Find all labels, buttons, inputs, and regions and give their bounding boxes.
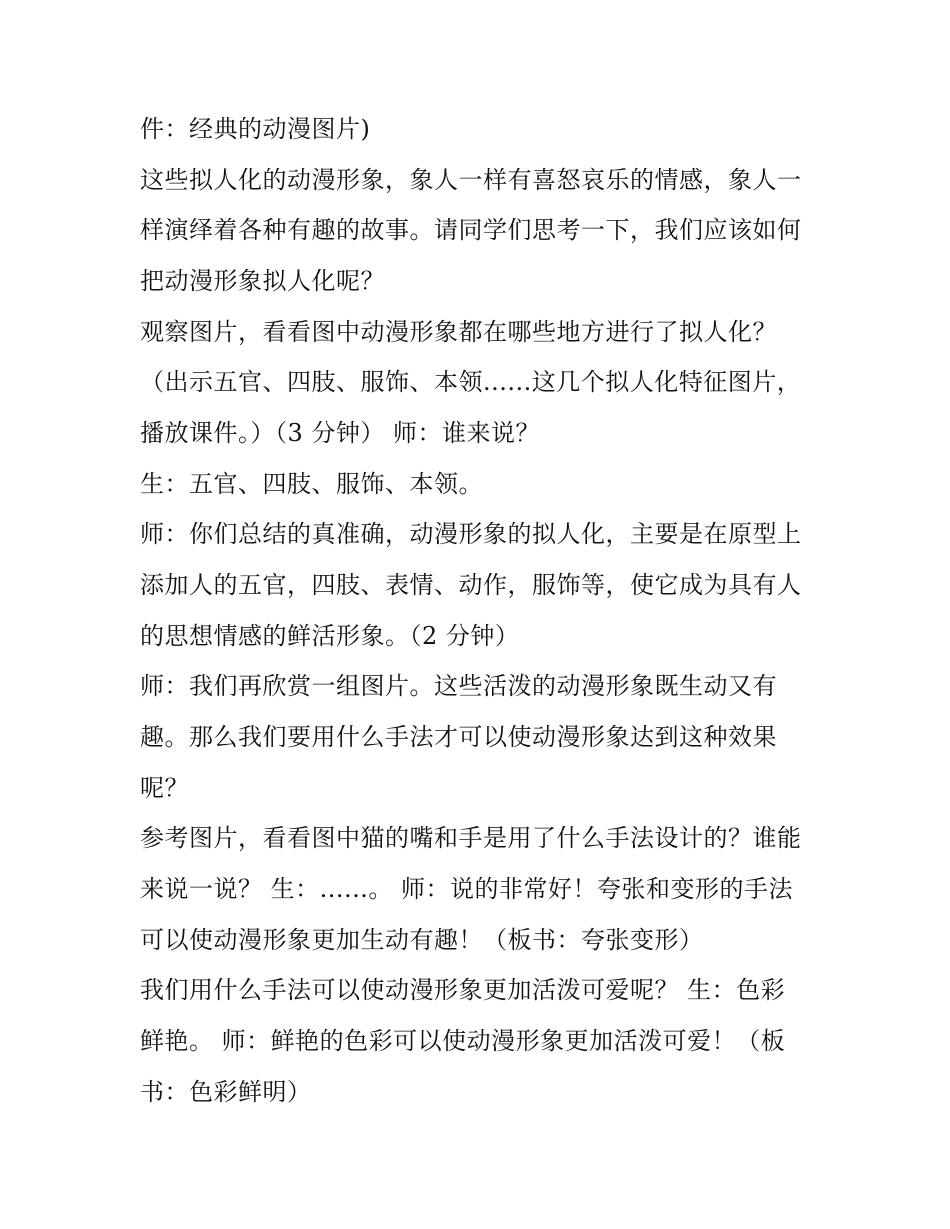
text-line: 书：色彩鲜明） — [140, 1078, 312, 1106]
text-line: 件：经典的动漫图片) — [140, 115, 371, 143]
text-line: 鲜艳。 师：鲜艳的色彩可以使动漫形象更加活泼可爱！（板 — [140, 1027, 786, 1055]
text-line: 趣。那么我们要用什么手法才可以使动漫形象达到这种效果 — [140, 723, 777, 751]
text-line: 呢？ — [140, 774, 189, 802]
text-line: 这些拟人化的动漫形象，象人一样有喜怒哀乐的情感，象人一 — [140, 166, 802, 194]
text-line: 添加人的五官，四肢、表情、动作，服饰等，使它成为具有人 — [140, 571, 802, 599]
text-line: 参考图片，看看图中猫的嘴和手是用了什么手法设计的？谁能 — [140, 824, 802, 852]
text-line: 师：你们总结的真准确，动漫形象的拟人化，主要是在原型上 — [140, 520, 802, 548]
text-line: 来说一说？ 生：......。 师：说的非常好！夸张和变形的手法 — [140, 875, 794, 903]
text-line: 观察图片，看看图中动漫形象都在哪些地方进行了拟人化？ — [140, 318, 777, 346]
text-line: 播放课件。）（3 分钟） 师：谁来说？ — [140, 419, 541, 447]
text-line: 生：五官、四肢、服饰、本领。 — [140, 470, 483, 498]
text-line: 的思想情感的鲜活形象。（2 分钟） — [140, 622, 520, 650]
text-line: 可以使动漫形象更加生动有趣！（板书：夸张变形） — [140, 926, 704, 954]
text-line: 师：我们再欣赏一组图片。这些活泼的动漫形象既生动又有 — [140, 672, 777, 700]
text-line: 样演绎着各种有趣的故事。请同学们思考一下，我们应该如何 — [140, 216, 802, 244]
text-line: 把动漫形象拟人化呢？ — [140, 267, 385, 295]
text-line: （出示五官、四肢、服饰、本领......这几个拟人化特征图片， — [140, 368, 802, 396]
text-line: 我们用什么手法可以使动漫形象更加活泼可爱呢？ 生：色彩 — [140, 976, 786, 1004]
